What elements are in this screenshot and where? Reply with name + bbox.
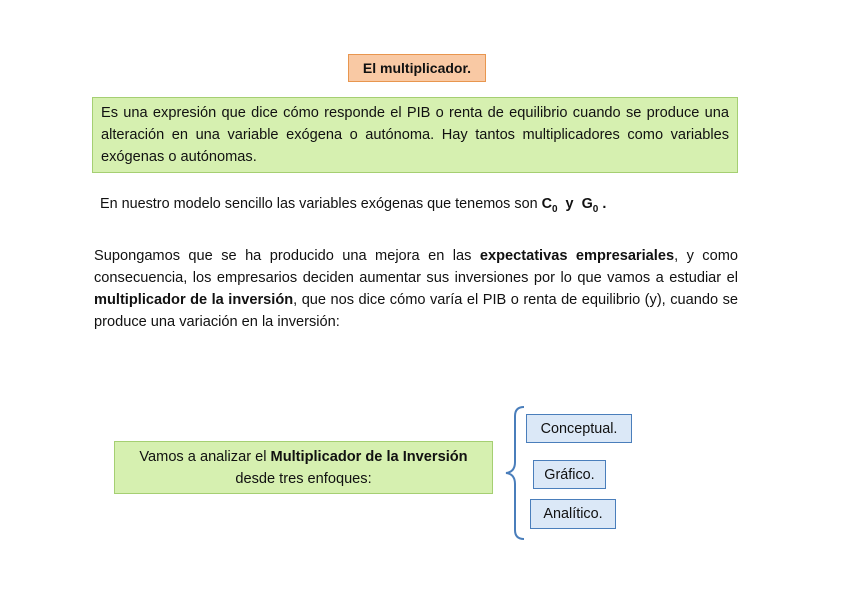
exogenous-variables-line (100, 196, 606, 215)
paragraph-text-1: Supongamos que se ha producido una mejora en las (94, 248, 480, 264)
analyze-bold: Multiplicador de la Inversión (270, 449, 468, 465)
paragraph-text-2: , y como consecuencia, los empresarios deciden aumentar sus inversiones por lo que vamos a estudiar el (94, 248, 738, 286)
definition-box (92, 97, 738, 173)
approach-analytic (530, 499, 616, 529)
variable-g: $G_0$ (581, 196, 599, 215)
paragraph-bold-expectations: expectativas empresariales (479, 248, 675, 264)
approach-conceptual (526, 414, 632, 443)
approach-graphic-label: Gráfico. (544, 466, 595, 483)
paragraph-text-3: , que nos dice cómo varía el PIB o renta de equilibrio (y), cuando se produce una variación en la inversión: (94, 292, 738, 330)
approach-analytic-label: Analítico. (543, 506, 603, 522)
variable-c: $C_0$ (541, 196, 558, 215)
variables-prefix: En nuestro modelo sencillo las variables exógenas que tenemos son (100, 196, 542, 212)
slide-title (348, 54, 486, 82)
analyze-prefix: Vamos a analizar el (139, 449, 271, 465)
definition-text: Es una expresión que dice cómo responde el PIB o renta de equilibrio cuando se produce una alteración en una variable exógena o autónoma. Hay tantos multiplicadores como variables exógenas o autónomas. (101, 105, 729, 165)
analyze-box (114, 441, 493, 494)
slide-title-text: El multiplicador. (362, 60, 472, 76)
approach-graphic (533, 460, 606, 489)
investment-paragraph (94, 245, 738, 333)
variables-connector: y (565, 196, 574, 212)
paragraph-bold-multiplier: multiplicador de la inversión (94, 292, 294, 308)
variables-suffix: . (602, 196, 607, 212)
approach-conceptual-label: Conceptual. (540, 420, 618, 437)
analyze-suffix: desde tres enfoques: (235, 471, 372, 487)
